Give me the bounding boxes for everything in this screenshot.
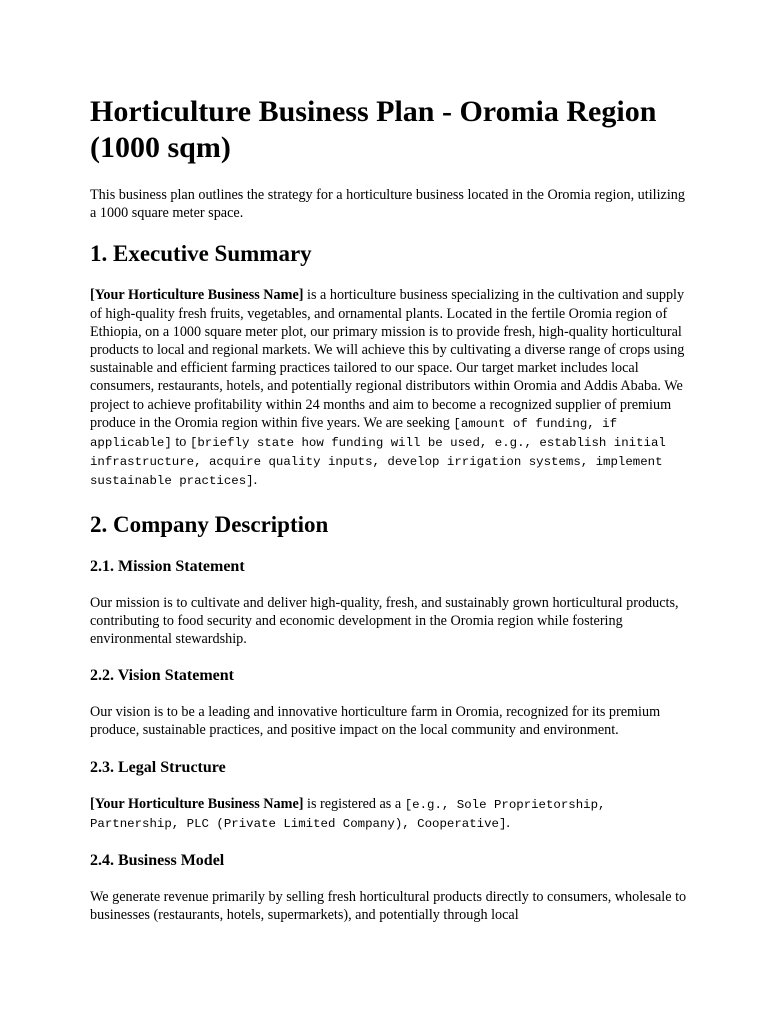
business-model-heading: 2.4. Business Model [90, 852, 225, 870]
legal-structure-placeholder: [e.g., Sole Proprietorship, Partnership, PLC (Private Limited Company), Cooperative] [90, 797, 606, 831]
mission-statement-paragraph: Our mission is to cultivate and deliver high-quality, fresh, and sustainably grown horticultural products, contributing to food security and economic development in the Oromia region while fostering environmental stewardship. [90, 594, 679, 648]
executive-summary-text: is a horticulture business specializing in the cultivation and supply of high-quality fresh fruits, vegetables, and ornamental plants. Located in the fertile Oromia region of Ethiopia, on a 1000 square meter plot, our primary mission is to provide fresh, high-quality horticultural products to local and regional markets. We will achieve this by cultivating a diverse range of crops using sustainable and efficient farming practices tailored to our space. Our target market includes local consumers, restaurants, hotels, and potentially regional distributors within Oromia and Addis Ababa. We project to achieve profitability within 24 months and aim to become a recognized supplier of premium produce in the Oromia region within five years. We are seeking [90, 287, 685, 431]
executive-summary-heading: 1. Executive Summary [90, 241, 312, 267]
executive-summary-paragraph [90, 286, 690, 490]
funding-amount-placeholder: [amount of funding, if applicable] [90, 416, 618, 451]
business-model-paragraph: We generate revenue primarily by selling fresh horticultural products directly to consumers, wholesale to businesses (restaurants, hotels, supermarkets), and potentially through local [90, 889, 687, 924]
legal-structure-text: is registered as a [303, 795, 405, 812]
executive-summary-connector: to [171, 434, 190, 451]
vision-statement-paragraph: Our vision is to be a leading and innovative horticulture farm in Oromia, recognized for its premium produce, sustainable practices, and positive impact on the local community and environment. [90, 704, 661, 739]
document-title: Horticulture Business Plan - Oromia Region (1000 sqm) [90, 95, 657, 164]
document-page [90, 94, 690, 942]
business-name-placeholder: [Your Horticulture Business Name] [90, 795, 304, 812]
legal-structure-end: . [506, 814, 510, 831]
funding-use-placeholder: [briefly state how funding will be used, e.g., establish initial infrastructure, acquire quality inputs, develop irrigation systems, implement sustainable practices] [90, 436, 666, 489]
executive-summary-end: . [253, 472, 258, 489]
intro-paragraph: This business plan outlines the strategy for a horticulture business located in the Oromia region, utilizing a 1000 square meter space. [90, 187, 685, 222]
company-description-heading: 2. Company Description [90, 511, 329, 537]
legal-structure-paragraph [90, 795, 690, 833]
vision-statement-heading: 2.2. Vision Statement [90, 667, 234, 685]
mission-statement-heading: 2.1. Mission Statement [90, 557, 245, 575]
business-name-placeholder: [Your Horticulture Business Name] [90, 287, 304, 304]
legal-structure-heading: 2.3. Legal Structure [90, 758, 226, 776]
